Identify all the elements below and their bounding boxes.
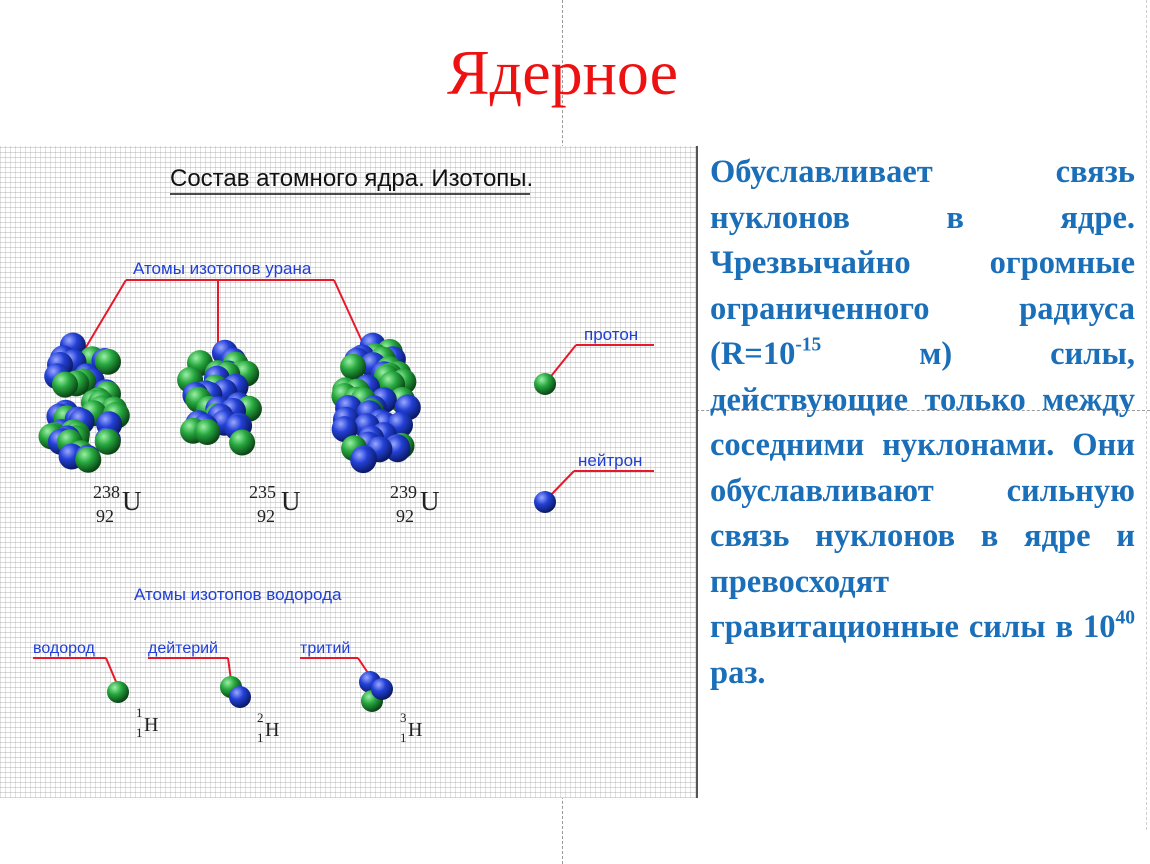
neutron-ball [534, 491, 556, 513]
ratio-exponent: 40 [1115, 607, 1135, 629]
u239-z: 92 [396, 506, 414, 526]
u235-mass: 235 [249, 482, 276, 502]
nucleus-u239 [331, 333, 420, 474]
u239-symbol: U [420, 486, 440, 516]
protium-proton [107, 681, 129, 703]
h3-symbol: H [408, 719, 423, 741]
diagram-heading: Состав атомного ядра. Изотопы. [170, 165, 534, 192]
hydrogen-name-protium: водород [33, 640, 95, 657]
diagram-canvas [0, 146, 696, 798]
proton-sphere-12 [52, 372, 78, 398]
isotope-u238 [93, 482, 142, 526]
proton-sphere-33 [229, 430, 255, 456]
h2-symbol: H [265, 719, 280, 741]
radius-exponent: -15 [795, 334, 822, 356]
isotope-h1 [136, 705, 158, 740]
h2-mass: 2 [257, 710, 264, 725]
h2-z: 1 [257, 730, 264, 745]
nucleus-u235 [177, 340, 262, 456]
isotope-h3 [400, 710, 422, 745]
proton-sphere-45 [75, 447, 101, 473]
h1-symbol: H [144, 714, 159, 736]
proton-pointer [548, 345, 576, 380]
u235-z: 92 [257, 506, 275, 526]
neutron-pointer [549, 471, 574, 497]
hydrogen-name-tritium: тритий [300, 640, 351, 657]
slide-title: Ядерное [446, 37, 679, 108]
proton-sphere-32 [194, 419, 220, 445]
isotope-u235 [249, 482, 301, 526]
nucleus-u238 [39, 333, 130, 473]
u238-mass: 238 [93, 482, 120, 502]
hydrogen-group-label: Атомы изотопов водорода [134, 585, 342, 604]
description-part-2: м) силы, действующие только между соседними нуклонами. Они обуславливают сильную связь нуклонов в ядре и превосходят гравитационные силы в 10 [710, 336, 1135, 645]
proton-sphere-39 [95, 429, 121, 455]
h3-z: 1 [400, 730, 407, 745]
u238-z: 92 [96, 506, 114, 526]
deuterium-neutron [229, 686, 251, 708]
uranium-group-label: Атомы изотопов урана [133, 259, 312, 278]
slide-edge [1146, 0, 1150, 830]
isotope-h2 [257, 710, 279, 745]
description-part-1: Обуславливает связь нуклонов в ядре. Чрезвычайно огромные ограниченного радиуса (R=10 [710, 154, 1135, 372]
neutron-label: нейтрон [578, 451, 643, 470]
u235-symbol: U [281, 486, 301, 516]
isotope-diagram [0, 146, 696, 798]
neutron-sphere-45 [350, 447, 376, 473]
isotope-u239 [390, 482, 440, 526]
proton-label: протон [584, 325, 639, 344]
h3-mass: 3 [400, 710, 407, 725]
description-part-3: раз. [710, 654, 766, 691]
h1-mass: 1 [136, 705, 143, 720]
protium-pointer [106, 658, 117, 684]
u238-symbol: U [122, 486, 142, 516]
hydrogen-name-deuterium: дейтерий [148, 640, 218, 657]
u239-mass: 239 [390, 482, 417, 502]
proton-ball [534, 373, 556, 395]
description-text [710, 150, 1135, 696]
diagram-divider [696, 146, 698, 798]
tritium-neutron-2 [371, 678, 393, 700]
h1-z: 1 [136, 725, 143, 740]
